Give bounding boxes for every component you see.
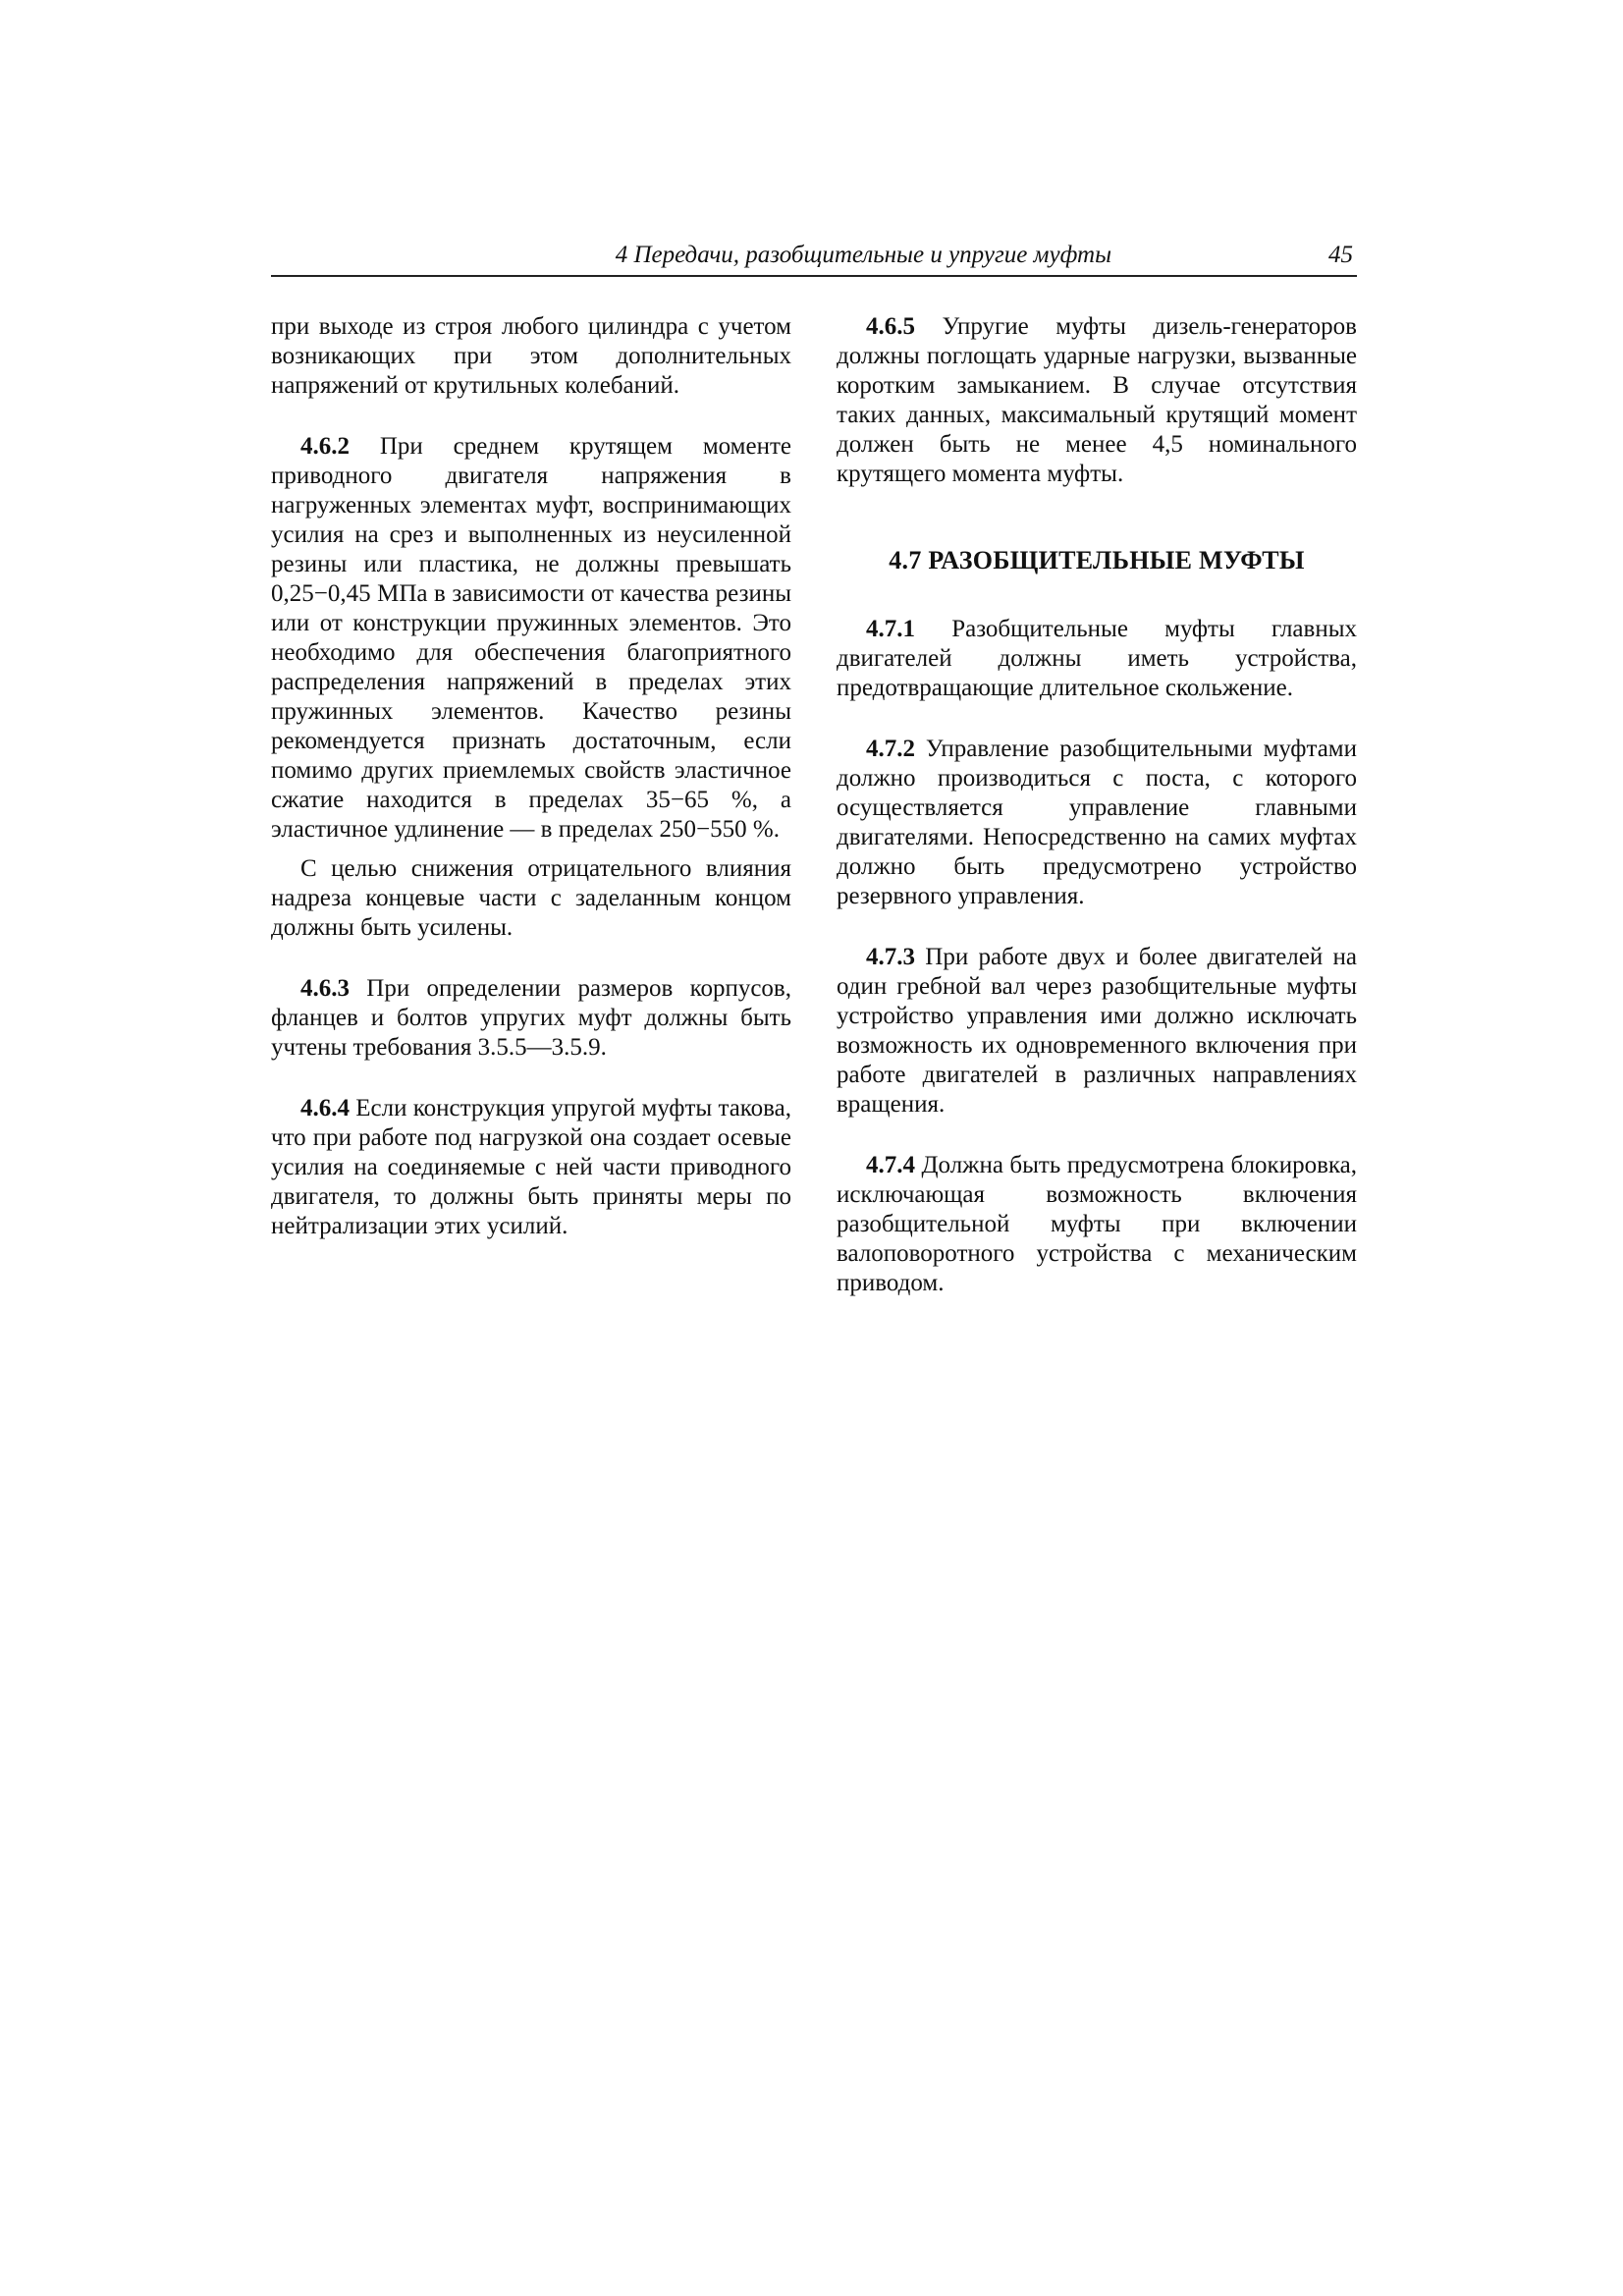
clause-number: 4.7.3 [866,944,915,970]
paragraph-4-6-3 [271,974,791,1063]
clause-number: 4.7.1 [866,616,915,642]
paragraph-4-6-4 [271,1094,791,1241]
right-column [837,312,1357,1330]
clause-number: 4.7.4 [866,1152,915,1178]
clause-text: При работе двух и более двигателей на один гребной вал через разобщительные муфты устройство управления ими должно исключать возможность их одновременного включения при работе двигателей в различных направлениях вращения. [837,944,1357,1118]
section-heading: 4.7 РАЗОБЩИТЕЛЬНЫЕ МУФТЫ [889,546,1305,574]
paragraph-4-7-2 [837,735,1357,911]
clause-number: 4.7.2 [866,736,915,762]
clause-text: Должна быть предусмотрена блокировка, исключающая возможность включения разобщительной муфты при включении валоповоротного устройства с механическим приводом. [837,1152,1357,1296]
clause-text: Разобщительные муфты главных двигателей должны иметь устройства, предотвращающие длительное скольжение. [837,616,1357,701]
clause-number: 4.6.2 [300,433,350,460]
paragraph-continuation: при выходе из строя любого цилиндра с учетом возникающих при этом дополнительных напряжений от крутильных колебаний. [271,313,791,399]
paragraph-4-7-3 [837,943,1357,1120]
paragraph-4-6-2-continued: С целью снижения отрицательного влияния надреза концевые части с заделанным концом должны быть усилены. [271,855,791,941]
clause-text: Управление разобщительными муфтами должно производиться с поста, с которого осуществляется управление главными двигателями. Непосредственно на самих муфтах должно быть предусмотрено устройство резервного управления. [837,736,1357,909]
clause-number: 4.6.5 [866,313,915,340]
paragraph-4-6-2 [271,432,791,845]
paragraph-4-7-4 [837,1151,1357,1298]
left-column [271,312,791,1273]
clause-number: 4.6.3 [300,975,350,1002]
running-header [271,236,1357,277]
chapter-title: 4 Передачи, разобщительные и упругие муфты [615,242,1111,268]
clause-number: 4.6.4 [300,1095,350,1121]
paragraph-4-6-5 [837,312,1357,489]
clause-text: При определении размеров корпусов, фланцев и болтов упругих муфт должны быть учтены требования 3.5.5—3.5.9. [271,975,791,1061]
clause-text: Упругие муфты дизель-генераторов должны поглощать ударные нагрузки, вызванные коротким замыканием. В случае отсутствия таких данных, максимальный крутящий момент должен быть не менее 4,5 номинального крутящего момента муфты. [837,313,1357,487]
paragraph-4-7-1 [837,615,1357,703]
page-number: 45 [1328,242,1353,268]
clause-text: При среднем крутящем моменте приводного двигателя напряжения в нагруженных элементах муфт, воспринимающих усилия на срез и выполненных из неусиленной резины или пластика, не должны превышать 0,25−0,45 МПа в зависимости от качества резины или от конструкции пружинных элементов. Это необходимо для обеспечения благоприятного распределения напряжений в пределах этих пружинных элементов. Качество резины рекомендуется признать достаточным, если помимо других приемлемых свойств эластичное сжатие находится в пределах 35−65 %, а эластичное удлинение — в пределах 250−550 %. [271,433,791,843]
clause-text: Если конструкция упругой муфты такова, что при работе под нагрузкой она создает осевые усилия на соединяемые с ней части приводного двигателя, то должны быть приняты меры по нейтрализации этих усилий. [271,1095,791,1239]
